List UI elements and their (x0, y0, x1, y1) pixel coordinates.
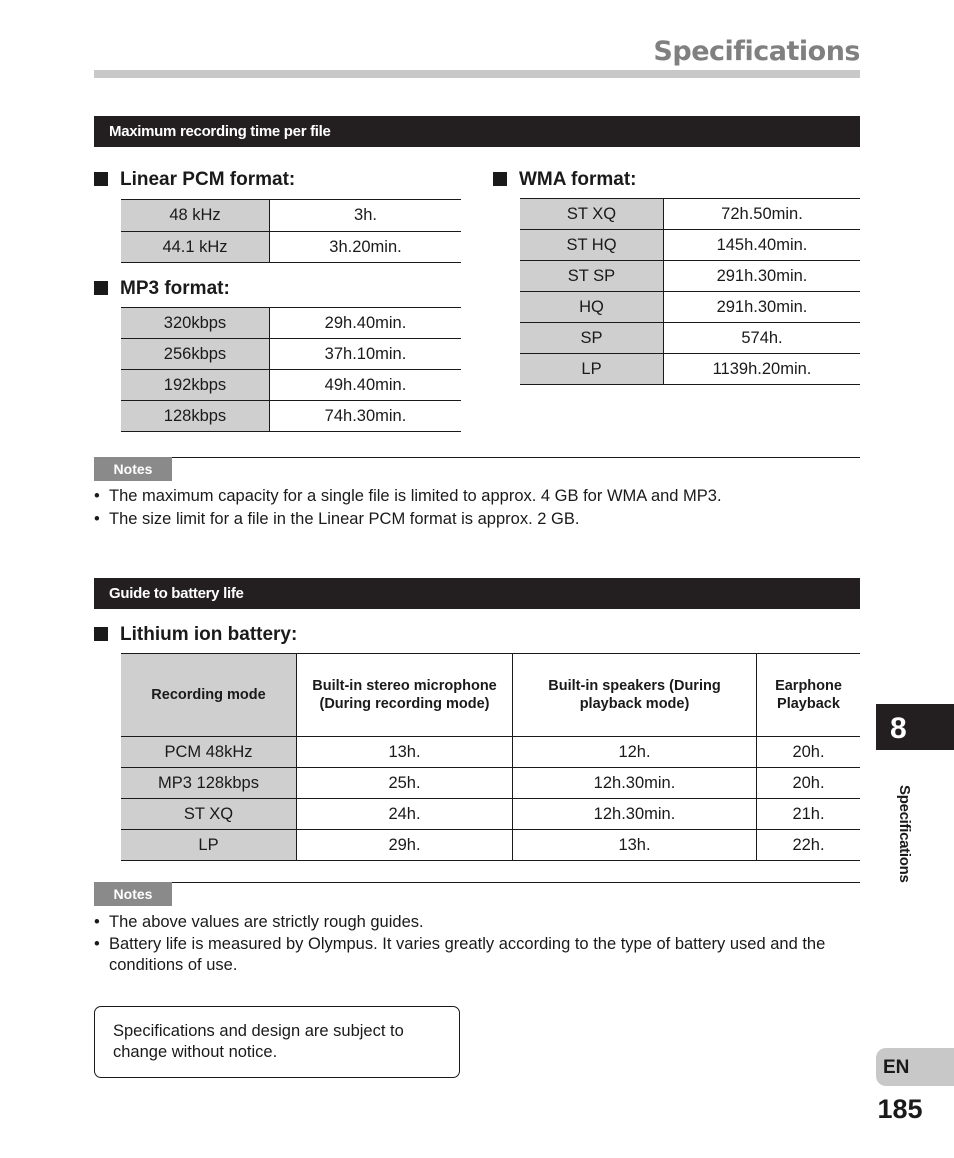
table-cell: ST XQ (520, 199, 664, 230)
page-number: 185 (877, 1094, 923, 1124)
list-item: • The maximum capacity for a single file is limited to approx. 4 GB for WMA and MP3. (94, 487, 722, 505)
table-row (520, 354, 860, 385)
notes-label: Notes (94, 882, 172, 906)
column-header: Built-in stereo microphone (During recording mode) (297, 654, 513, 737)
column-header: Earphone Playback (757, 654, 861, 737)
table-cell: 145h.40min. (664, 230, 861, 261)
table-row (121, 232, 461, 263)
table-cell: 49h.40min. (270, 370, 462, 401)
table-row (121, 308, 461, 339)
table-cell: 48 kHz (121, 200, 270, 232)
table-cell: 74h.30min. (270, 401, 462, 432)
column-header: Recording mode (121, 654, 297, 737)
wma-table (520, 198, 860, 385)
table-cell: ST HQ (520, 230, 664, 261)
notes-rule (94, 457, 860, 458)
table-cell: 21h. (757, 799, 861, 830)
table-cell: ST XQ (121, 799, 297, 830)
table-cell: PCM 48kHz (121, 737, 297, 768)
table-cell: 72h.50min. (664, 199, 861, 230)
table-cell: 37h.10min. (270, 339, 462, 370)
table-row (121, 799, 860, 830)
table-row (520, 323, 860, 354)
square-bullet-icon (94, 172, 108, 186)
table-cell: HQ (520, 292, 664, 323)
table-row (520, 292, 860, 323)
table-cell: 25h. (297, 768, 513, 799)
linear-pcm-table (121, 199, 461, 263)
table-cell: 13h. (513, 830, 757, 861)
table-row (121, 200, 461, 232)
table-cell: ST SP (520, 261, 664, 292)
chapter-number-tab[interactable]: 8 (876, 704, 954, 750)
table-cell: 29h.40min. (270, 308, 462, 339)
table-row (121, 830, 860, 861)
table-cell: 12h.30min. (513, 768, 757, 799)
chapter-label: Specifications (896, 785, 913, 883)
notes-label: Notes (94, 457, 172, 481)
mp3-table (121, 307, 461, 432)
table-row (121, 737, 860, 768)
list-item: • The size limit for a file in the Linear PCM format is approx. 2 GB. (94, 510, 580, 528)
section-bar-battery-life: Guide to battery life (94, 578, 860, 609)
mp3-heading: MP3 format: (94, 276, 230, 302)
table-cell: 22h. (757, 830, 861, 861)
table-cell: 192kbps (121, 370, 270, 401)
table-cell: 29h. (297, 830, 513, 861)
battery-life-table (121, 653, 860, 861)
table-cell: 44.1 kHz (121, 232, 270, 263)
table-cell: MP3 128kbps (121, 768, 297, 799)
table-cell: 12h. (513, 737, 757, 768)
table-row (121, 768, 860, 799)
notice-box: Specifications and design are subject to change without notice. (94, 1006, 460, 1078)
column-header: Built-in speakers (During playback mode) (513, 654, 757, 737)
square-bullet-icon (94, 281, 108, 295)
table-row (121, 370, 461, 401)
table-cell: 3h. (270, 200, 462, 232)
table-cell: LP (121, 830, 297, 861)
table-cell: SP (520, 323, 664, 354)
table-cell: 24h. (297, 799, 513, 830)
section-bar-recording-time: Maximum recording time per file (94, 116, 860, 147)
list-item: • The above values are strictly rough guides. (94, 913, 424, 931)
table-row (520, 261, 860, 292)
table-cell: 320kbps (121, 308, 270, 339)
table-cell: 128kbps (121, 401, 270, 432)
table-row (121, 339, 461, 370)
table-cell: 291h.30min. (664, 292, 861, 323)
linear-pcm-heading: Linear PCM format: (94, 167, 295, 193)
table-row (121, 401, 461, 432)
table-cell: 20h. (757, 737, 861, 768)
table-header-row (121, 654, 860, 737)
table-cell: 3h.20min. (270, 232, 462, 263)
square-bullet-icon (493, 172, 507, 186)
lithium-battery-heading: Lithium ion battery: (94, 622, 297, 648)
table-cell: LP (520, 354, 664, 385)
table-row (520, 230, 860, 261)
table-cell: 1139h.20min. (664, 354, 861, 385)
table-row (520, 199, 860, 230)
table-cell: 574h. (664, 323, 861, 354)
notes-rule (94, 882, 860, 883)
table-cell: 256kbps (121, 339, 270, 370)
square-bullet-icon (94, 627, 108, 641)
list-item: • Battery life is measured by Olympus. It varies greatly according to the type of battery used and the conditions of use. (94, 935, 826, 974)
title-rule (94, 70, 860, 78)
wma-heading: WMA format: (493, 167, 637, 193)
table-cell: 13h. (297, 737, 513, 768)
table-cell: 12h.30min. (513, 799, 757, 830)
page-title: Specifications (653, 36, 860, 67)
language-tab[interactable]: EN (876, 1048, 954, 1086)
table-cell: 291h.30min. (664, 261, 861, 292)
table-cell: 20h. (757, 768, 861, 799)
